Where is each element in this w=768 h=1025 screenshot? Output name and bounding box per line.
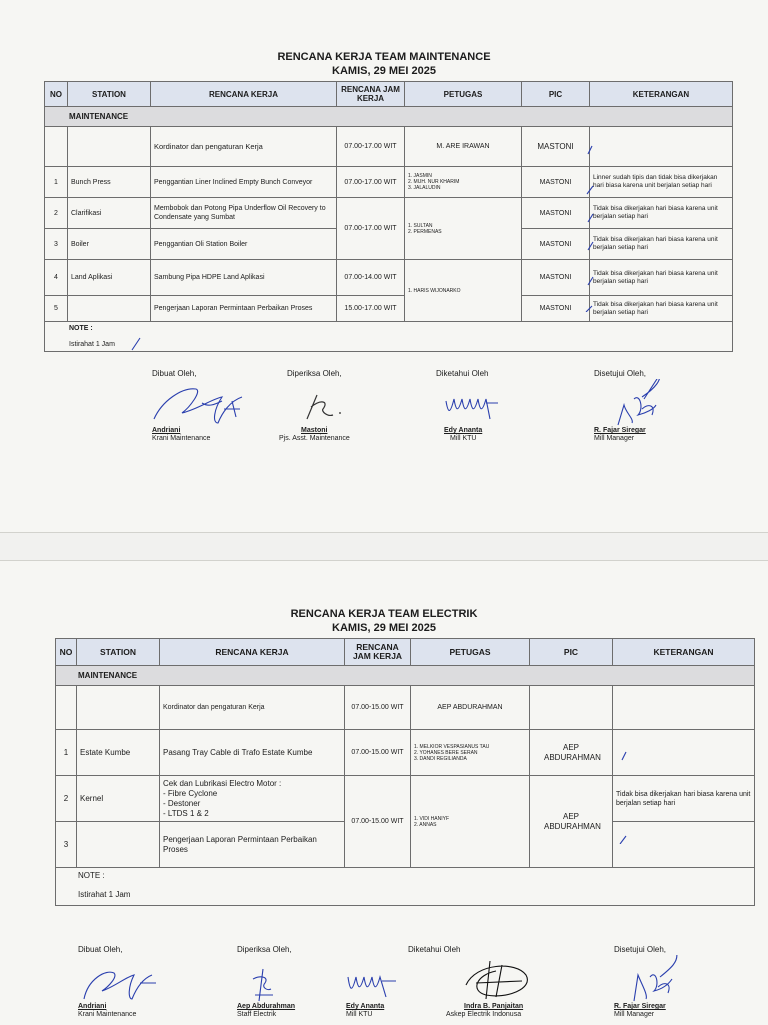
task-cell: Sambung Pipa HDPE Land Aplikasi: [151, 260, 337, 296]
signature-label: Dibuat Oleh,: [152, 369, 197, 378]
signer-role: Staff Electrik: [237, 1011, 277, 1018]
signer-role: Krani Maintenance: [78, 1011, 137, 1018]
note-cell: Tidak bisa dikerjakan hari biasa karena unit berjalan setiap hari: [613, 776, 755, 822]
officer-name: 1. SULTAN: [408, 222, 433, 229]
time-cell: 07.00-15.00 WIT: [345, 776, 411, 868]
pen-tick: [132, 338, 140, 350]
officer-name: 3. DANDI REGILIANDA: [414, 755, 467, 762]
col-header-station: STATION: [68, 82, 151, 107]
pic-cell: MASTONI: [522, 167, 590, 198]
pen-tick: [588, 277, 593, 285]
table-row: [45, 260, 733, 296]
officer-cell: [411, 776, 530, 868]
task-line: - LTDS 1 & 2: [163, 808, 209, 818]
pic-cell: AEP ABDURAHMAN: [530, 776, 613, 868]
signature-label: Diperiksa Oleh,: [287, 369, 342, 378]
time-cell: 07.00-15.00 WIT: [345, 730, 411, 776]
signature-block-made-by: [152, 369, 262, 443]
station-cell: Kernel: [77, 776, 160, 822]
signature-label: Diketahui Oleh: [408, 945, 461, 954]
signature-block-checked-by: [279, 369, 367, 443]
time-cell: 07.00-15.00 WIT: [345, 686, 411, 730]
station-cell: Bunch Press: [68, 167, 151, 198]
officer-name: 2. ANNAS: [414, 821, 437, 828]
task-line: Cek dan Lubrikasi Electro Motor :: [163, 778, 282, 788]
col-header-no: NO: [45, 82, 68, 107]
pen-tick: [620, 836, 626, 844]
signer-role: Mill Manager: [614, 1011, 655, 1018]
station-cell: Clarifikasi: [68, 198, 151, 229]
rest-note: Istirahat 1 Jam: [69, 341, 115, 348]
officer-name: 1. JASMIN: [408, 173, 432, 179]
handwritten-signature: [436, 379, 516, 427]
pic-cell: MASTONI: [522, 127, 590, 167]
electrical-plan-table: [55, 638, 755, 906]
note-block: [56, 868, 755, 906]
task-cell: Pasang Tray Cable di Trafo Estate Kumbe: [160, 730, 345, 776]
handwritten-signature: [152, 379, 262, 427]
task-cell: Penggantian Oli Station Boiler: [151, 229, 337, 260]
signer-name: Edy Ananta: [346, 1003, 385, 1010]
row-number: 3: [56, 822, 77, 868]
maintenance-plan-table: [44, 81, 733, 352]
handwritten-signature: [446, 955, 546, 1003]
table-row: [56, 686, 755, 730]
row-number: 2: [45, 198, 68, 229]
task-cell: Penggantian Liner Inclined Empty Bunch Conveyor: [151, 167, 337, 198]
officer-name: 3. JALALUDIN: [408, 185, 441, 191]
signature-label: Diketahui Oleh: [436, 369, 489, 378]
pic-cell: MASTONI: [522, 296, 590, 322]
signature-label: Diperiksa Oleh,: [237, 945, 292, 954]
col-header-pic: PIC: [522, 82, 590, 107]
note-cell: Tidak bisa dikerjakan hari biasa karena unit berjalan setiap hari: [590, 229, 733, 260]
table-row: [45, 198, 733, 229]
task-line: - Destoner: [163, 798, 201, 808]
table-row: [56, 776, 755, 822]
handwritten-signature: [346, 955, 416, 1003]
pic-cell: MASTONI: [522, 260, 590, 296]
signature-block-approved-by: [594, 369, 704, 443]
table-row: [45, 127, 733, 167]
officer-name: 1. MELKIOR VESPASIANUS TAU: [414, 743, 490, 750]
col-header-task: RENCANA KERJA: [151, 82, 337, 107]
signer-name: Edy Ananta: [444, 427, 483, 434]
signer-name: Mastoni: [301, 427, 328, 434]
officer-cell: [405, 167, 522, 198]
check-marks: [616, 748, 630, 844]
station-cell: Land Aplikasi: [68, 260, 151, 296]
pen-tick: [586, 306, 592, 312]
check-marks: [584, 142, 596, 312]
signer-name: Andriani: [152, 427, 181, 434]
signature-block-checked-by: [237, 945, 317, 1019]
col-header-time: RENCANA JAM KERJA: [345, 639, 411, 666]
plan-date: KAMIS, 29 MEI 2025: [332, 65, 436, 77]
col-header-note: KETERANGAN: [613, 639, 755, 666]
col-header-note: KETERANGAN: [590, 82, 733, 107]
row-number: 4: [45, 260, 68, 296]
task-cell: Kordinator dan pengaturan Kerja: [151, 127, 337, 167]
handwritten-signature: [614, 955, 724, 1003]
pic-cell: AEP ABDURAHMAN: [530, 730, 613, 776]
sheet-title: [0, 50, 768, 78]
time-cell: 07.00-14.00 WIT: [337, 260, 405, 296]
pen-tick: [588, 242, 593, 250]
officer-cell: [411, 730, 530, 776]
signer-name: R. Fajar Siregar: [614, 1003, 666, 1010]
signature-block-acknowledged-by: [346, 945, 460, 1019]
pen-tick: [622, 752, 626, 760]
task-line: - Fibre Cyclone: [163, 788, 218, 798]
col-header-officer: PETUGAS: [411, 639, 530, 666]
plan-date: KAMIS, 29 MEI 2025: [332, 622, 436, 634]
row-number: 1: [56, 730, 77, 776]
table-row: [45, 167, 733, 198]
pen-tick: [587, 186, 593, 194]
section-label: MAINTENANCE: [45, 107, 733, 127]
check-marks: [128, 334, 144, 354]
sheet-title: [0, 607, 768, 635]
col-header-station: STATION: [77, 639, 160, 666]
officer-cell: AEP ABDURAHMAN: [411, 686, 530, 730]
row-number: 2: [56, 776, 77, 822]
task-cell: [160, 776, 345, 822]
signature-block-made-by: [78, 945, 168, 1019]
task-cell: Membobok dan Potong Pipa Underflow Oil Recovery to Condensate yang Sumbat: [151, 198, 337, 229]
col-header-no: NO: [56, 639, 77, 666]
signer-role: Mill KTU: [450, 435, 477, 442]
signature-block-approved-by: [614, 945, 724, 1019]
plan-title: RENCANA KERJA TEAM MAINTENANCE: [277, 51, 491, 63]
officer-name: 2. YOHANES BERE SERAN: [414, 749, 478, 756]
signature-label: Dibuat Oleh,: [78, 945, 123, 954]
pic-cell: MASTONI: [522, 198, 590, 229]
note-block: [45, 322, 733, 352]
signer-name: Aep Abdurahman: [237, 1003, 296, 1010]
signer-role: Askep Electrik Indonusa: [446, 1011, 522, 1018]
note-row: [56, 868, 755, 906]
row-number: 5: [45, 296, 68, 322]
signer-name: Andriani: [78, 1003, 107, 1010]
station-cell: Estate Kumbe: [77, 730, 160, 776]
pen-tick: [588, 146, 592, 154]
officer-cell: 1. HARIS WIJONARKO: [405, 260, 522, 322]
note-cell: Tidak bisa dikerjakan hari biasa karena unit berjalan setiap hari: [590, 260, 733, 296]
pen-tick: [588, 214, 593, 222]
station-cell: [68, 296, 151, 322]
handwritten-signature: [594, 379, 704, 427]
note-row: [45, 322, 733, 352]
pic-cell: MASTONI: [522, 229, 590, 260]
time-cell: 07.00-17.00 WIT: [337, 127, 405, 167]
note-cell: Tidak bisa dikerjakan hari biasa karena unit berjalan setiap hari: [590, 198, 733, 229]
officer-cell: [405, 198, 522, 260]
handwritten-signature: [237, 955, 317, 1003]
signer-role: Mill Manager: [594, 435, 635, 442]
time-cell: 07.00-17.00 WIT: [337, 167, 405, 198]
officer-name: 2. MUH. NUR KHARIM: [408, 179, 460, 185]
rest-note: Istirahat 1 Jam: [78, 890, 131, 899]
signature-label: Disetujui Oleh,: [594, 369, 647, 378]
col-header-officer: PETUGAS: [405, 82, 522, 107]
officer-name: 1. VIDI HANIYF: [414, 815, 450, 822]
station-cell: [77, 822, 160, 868]
section-label: MAINTENANCE: [56, 666, 755, 686]
table-row: [45, 296, 733, 322]
time-cell: 15.00-17.00 WIT: [337, 296, 405, 322]
signer-role: Krani Maintenance: [152, 435, 211, 442]
signer-name: R. Fajar Siregar: [594, 427, 646, 434]
note-cell: Linner sudah tipis dan tidak bisa dikerjakan hari biasa karena unit berjalan setiap hari: [590, 167, 733, 198]
note-cell: Tidak bisa dikerjakan hari biasa karena unit berjalan setiap hari: [590, 296, 733, 322]
plan-title: RENCANA KERJA TEAM ELECTRIK: [290, 608, 478, 620]
row-number: 3: [45, 229, 68, 260]
time-cell: 07.00-17.00 WIT: [337, 198, 405, 260]
officer-cell: M. ARE IRAWAN: [405, 127, 522, 167]
col-header-pic: PIC: [530, 639, 613, 666]
signature-block-electrical-head: [446, 955, 546, 1019]
note-label: NOTE :: [78, 871, 105, 880]
row-number: 1: [45, 167, 68, 198]
signature-block-acknowledged-by: [436, 369, 516, 443]
signer-role: Pjs. Asst. Maintenance: [279, 435, 350, 442]
task-cell: Pengerjaan Laporan Permintaan Perbaikan Proses: [151, 296, 337, 322]
officer-name: 2. PERMENAS: [408, 228, 442, 235]
col-header-task: RENCANA KERJA: [160, 639, 345, 666]
note-label: NOTE :: [69, 325, 93, 332]
signer-name: Indra B. Panjaitan: [464, 1003, 524, 1010]
signer-role: Mill KTU: [346, 1011, 373, 1018]
col-header-time: RENCANA JAM KERJA: [337, 82, 405, 107]
task-cell: Kordinator dan pengaturan Kerja: [160, 686, 345, 730]
handwritten-signature: [78, 955, 168, 1003]
task-cell: Pengerjaan Laporan Permintaan Perbaikan Proses: [160, 822, 345, 868]
station-cell: Boiler: [68, 229, 151, 260]
table-row: [56, 730, 755, 776]
handwritten-signature: [287, 379, 367, 427]
signature-label: Disetujui Oleh,: [614, 945, 667, 954]
